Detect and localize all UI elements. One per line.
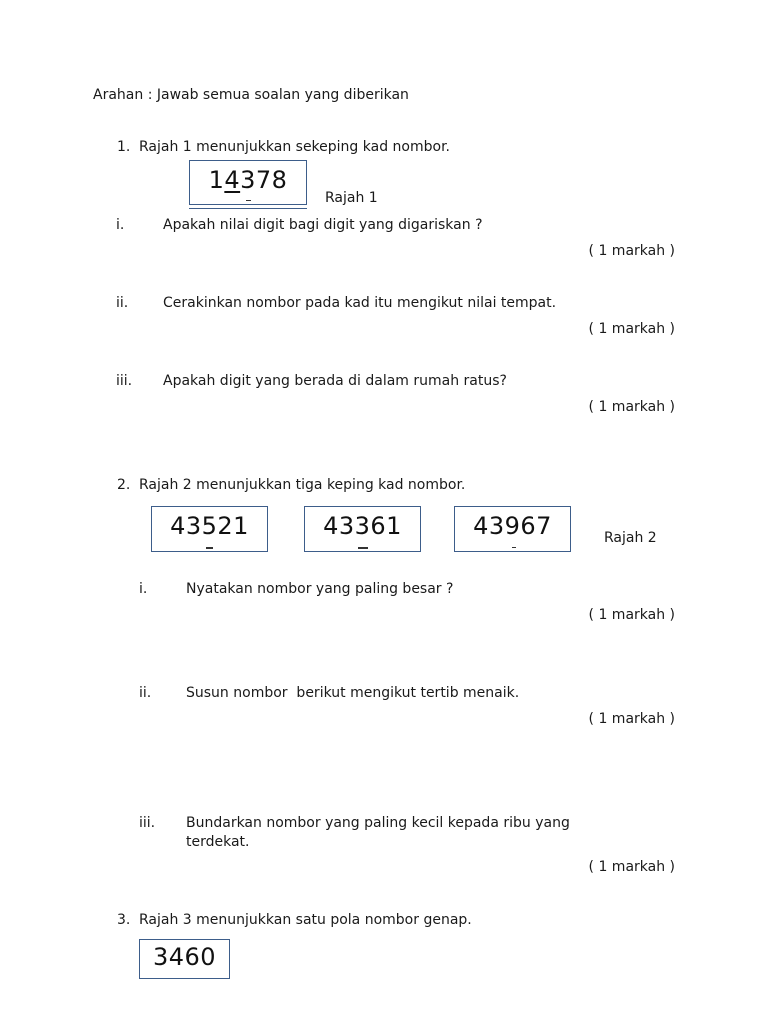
card-number bbox=[190, 166, 306, 194]
part-roman: i. bbox=[139, 581, 148, 597]
part-roman: ii. bbox=[139, 685, 152, 701]
underlined-digit: 4 bbox=[224, 166, 241, 194]
card-number: 43361 bbox=[323, 512, 402, 540]
number-card bbox=[189, 160, 307, 205]
number-card bbox=[151, 506, 268, 552]
tick-mark bbox=[512, 547, 516, 548]
question-text: Rajah 1 menunjukkan sekeping kad nombor. bbox=[139, 139, 450, 155]
figure-label: Rajah 2 bbox=[604, 530, 657, 546]
instruction-text: Arahan : Jawab semua soalan yang diberikan bbox=[93, 87, 409, 103]
tick-mark bbox=[206, 547, 213, 549]
part-roman: iii. bbox=[116, 373, 133, 389]
marks-label: ( 1 markah ) bbox=[588, 243, 675, 259]
part-text: Cerakinkan nombor pada kad itu mengikut nilai tempat. bbox=[163, 295, 557, 311]
marks-label: ( 1 markah ) bbox=[588, 859, 675, 875]
tick-mark bbox=[246, 200, 251, 201]
part-text: Apakah nilai digit bagi digit yang digariskan ? bbox=[163, 217, 483, 233]
card-digit: 1 bbox=[208, 166, 225, 194]
question-number: 2. bbox=[117, 477, 131, 493]
card-number: 43521 bbox=[170, 512, 249, 540]
marks-label: ( 1 markah ) bbox=[588, 399, 675, 415]
question-text: Rajah 3 menunjukkan satu pola nombor genap. bbox=[139, 912, 472, 928]
number-card bbox=[304, 506, 421, 552]
marks-label: ( 1 markah ) bbox=[588, 711, 675, 727]
marks-label: ( 1 markah ) bbox=[588, 321, 675, 337]
card-digits: 378 bbox=[240, 166, 288, 194]
marks-label: ( 1 markah ) bbox=[588, 607, 675, 623]
part-roman: iii. bbox=[139, 815, 156, 831]
part-text: Apakah digit yang berada di dalam rumah ratus? bbox=[163, 373, 507, 389]
card-number: 43967 bbox=[473, 512, 552, 540]
number-card bbox=[139, 939, 230, 979]
tick-mark bbox=[358, 547, 368, 549]
question-text: Rajah 2 menunjukkan tiga keping kad nombor. bbox=[139, 477, 466, 493]
question-number: 1. bbox=[117, 139, 131, 155]
figure-label: Rajah 1 bbox=[325, 190, 378, 206]
question-number: 3. bbox=[117, 912, 131, 928]
part-text: Nyatakan nombor yang paling besar ? bbox=[186, 581, 454, 597]
part-text-line-2: terdekat. bbox=[186, 834, 250, 850]
part-roman: ii. bbox=[116, 295, 129, 311]
part-text-line-1: Bundarkan nombor yang paling kecil kepada ribu yang bbox=[186, 815, 570, 831]
part-roman: i. bbox=[116, 217, 125, 233]
number-card bbox=[454, 506, 571, 552]
part-text: Susun nombor berikut mengikut tertib menaik. bbox=[186, 685, 520, 701]
card-number: 3460 bbox=[152, 943, 217, 971]
